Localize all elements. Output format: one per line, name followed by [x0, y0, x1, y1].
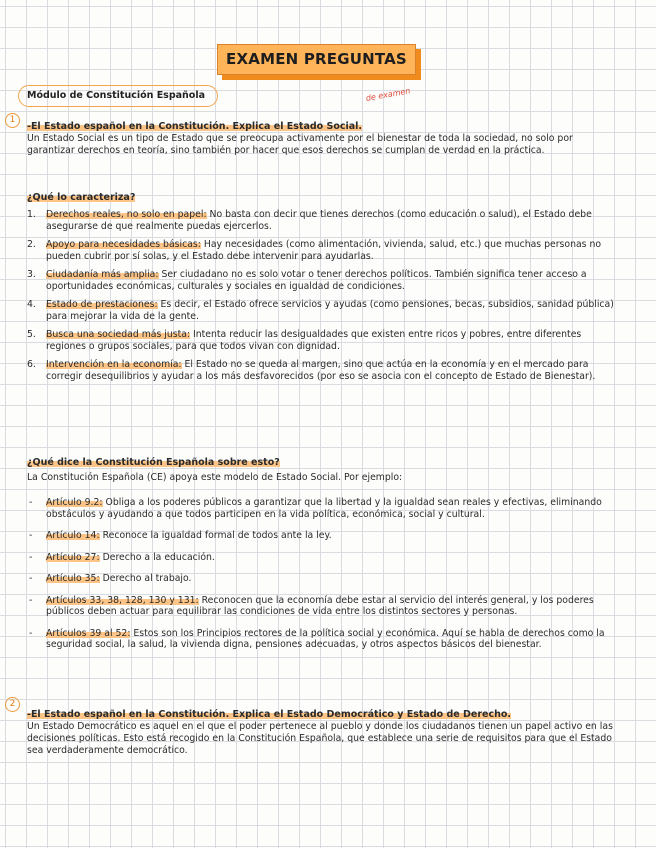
list-item: 4. Estado de prestaciones: Es decir, el Estado ofrece servicios y ayudas (como pensiones, becas, subsidios, sanidad pública) para mejorar la vida de la gente. [27, 299, 614, 322]
list-item: 1. Derechos reales, no solo en papel: No basta con decir que tienes derechos (como educación o salud), el Estado debe asegurarse de que realmente puedas ejercerlos. [27, 209, 592, 232]
list-item: - Artículo 14: Reconoce la igualdad formal de todos ante la ley. [29, 530, 332, 541]
list-item: 2. Apoyo para necesidades básicas: Hay necesidades (como alimentación, vivienda, salud, etc.) que muchas personas no pueden cubrir por sí solas, y el Estado debe intervenir para ayudarlas. [27, 239, 602, 262]
constitution-intro: La Constitución Española (CE) apoya este modelo de Estado Social. Por ejemplo: [27, 472, 403, 483]
characteristics-heading: ¿Qué lo caracteriza? [27, 192, 136, 203]
exam-annotation: de examen [365, 86, 411, 103]
list-item: - Artículo 9.2: Obliga a los poderes públicos a garantizar que la libertad y la igualdad sean reales y efectivas, eliminando obstáculos y ayudando a que todos participen en la vida política, económica, social y cultural. [29, 497, 602, 520]
question-2-heading: -El Estado español en la Constitución. Explica el Estado Democrático y Estado de Derecho. [27, 709, 512, 720]
articles-list [27, 497, 617, 661]
page-title: EXAMEN PREGUNTAS [217, 44, 416, 75]
module-label: Módulo de Constitución Española [18, 85, 218, 107]
question-1-heading: -El Estado español en la Constitución. Explica el Estado Social. [27, 121, 363, 132]
question-1-number: 1 [5, 113, 20, 128]
list-item: 6. Intervención en la economía: El Estado no se queda al margen, sino que actúa en la economía y en el mercado para corregir desequilibrios y ayudar a los más desfavorecidos (por eso se asocia con el concepto de Estado de Bienestar). [27, 359, 596, 382]
constitution-heading: ¿Qué dice la Constitución Española sobre esto? [27, 457, 280, 468]
question-2 [27, 709, 617, 757]
list-item: - Artículos 39 al 52: Estos son los Principios rectores de la política social y económica. Aquí se habla de derechos como la seguridad social, la salud, la vivienda digna, pensiones adecuadas, y otros aspectos básicos del bienestar. [29, 627, 605, 650]
question-1-intro: Un Estado Social es un tipo de Estado que se preocupa activamente por el bienestar de toda la sociedad, no solo por garantizar derechos en teoría, sino también por hacer que esos derechos se cumplan de verdad en la práctica. [27, 133, 573, 156]
list-item: - Artículos 33, 38, 128, 130 y 131: Reconocen que la economía debe estar al servicio del interés general, y los poderes públicos deben actuar para equilibrar las condiciones de vida entre los distintos sectores y personas. [29, 594, 594, 617]
question-2-intro: Un Estado Democrático es aquel en el que el poder pertenece al pueblo y donde los ciudadanos tienen un papel activo en las decisiones políticas. Esto está recogido en la Constitución Española, que establece una serie de requisitos para que el Estado sea verdaderamente democrático. [27, 721, 613, 756]
list-item: 3. Ciudadanía más amplia: Ser ciudadano no es solo votar o tener derechos políticos. También significa tener acceso a oportunidades económicas, culturales y sociales en igualdad de condiciones. [27, 269, 587, 292]
characteristics-list [27, 209, 617, 389]
list-item: - Artículo 35: Derecho al trabajo. [29, 573, 192, 584]
list-item: 5. Busca una sociedad más justa: Intenta reducir las desigualdades que existen entre ricos y pobres, entre diferentes regiones o grupos sociales, para que todos vivan con dignidad. [27, 329, 582, 352]
list-item: - Artículo 27: Derecho a la educación. [29, 551, 215, 563]
question-2-number: 2 [5, 697, 20, 712]
question-1 [27, 121, 617, 157]
